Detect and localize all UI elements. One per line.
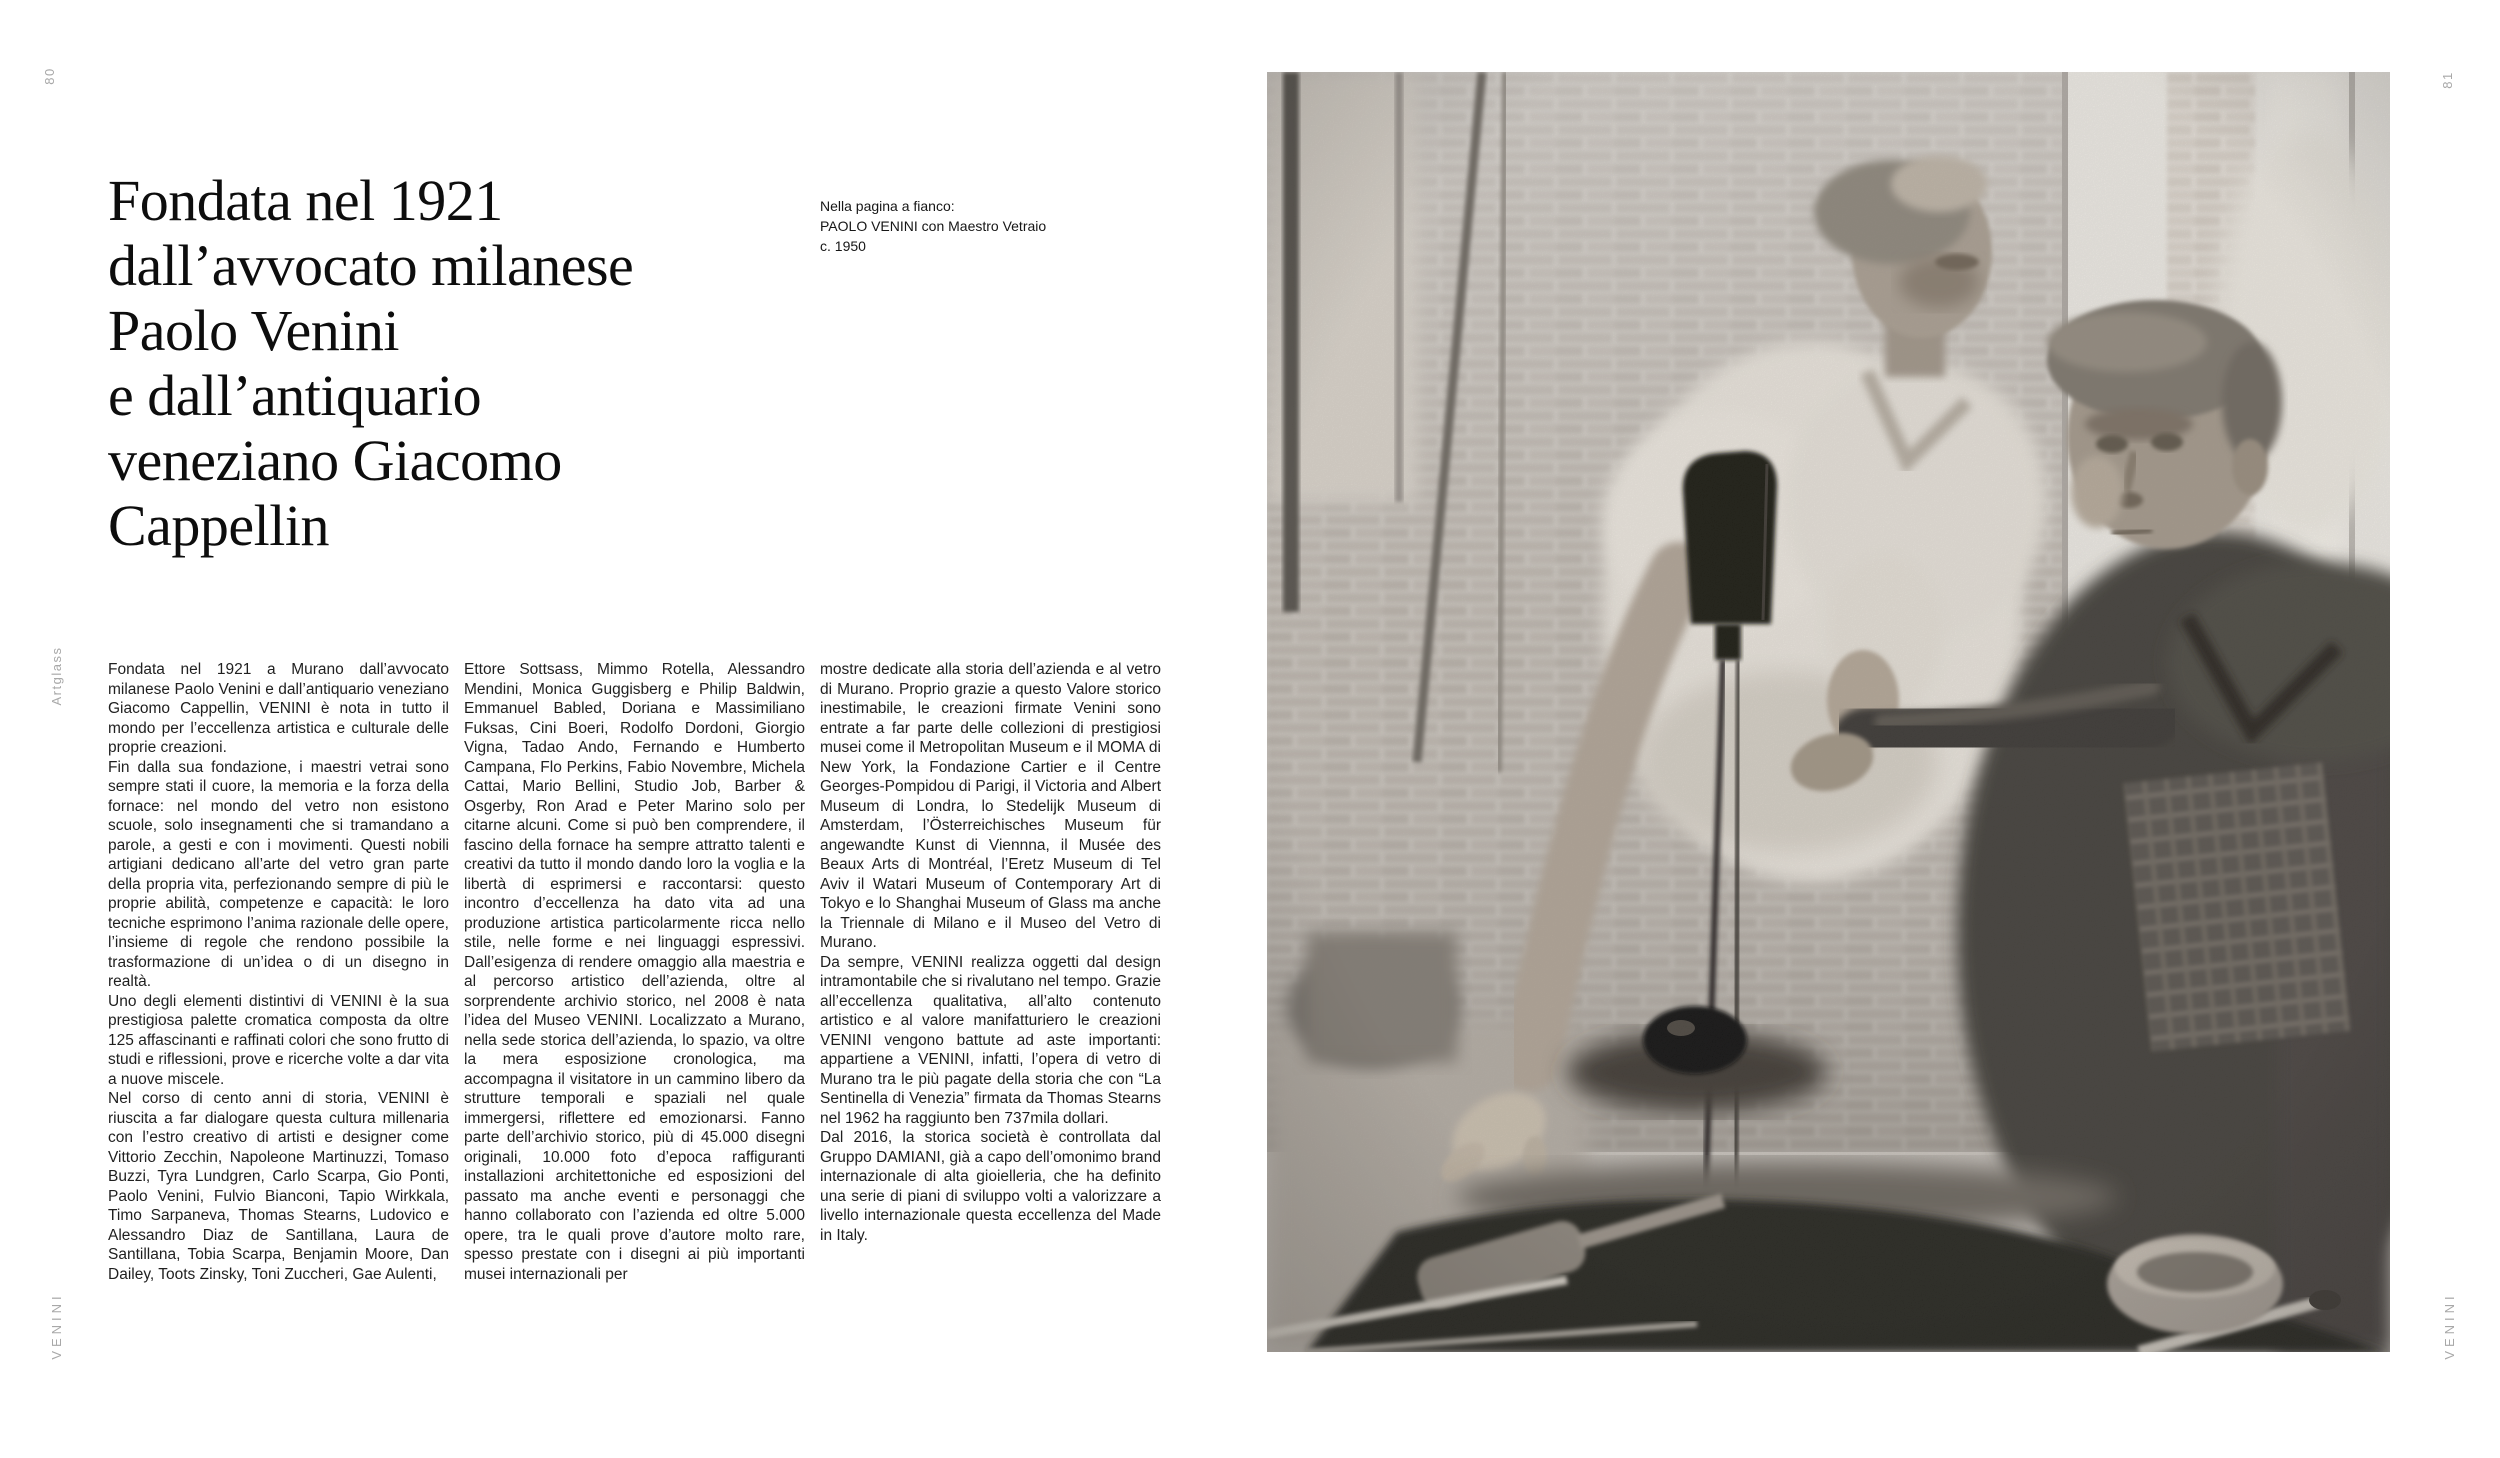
paragraph: Ettore Sottsass, Mimmo Rotella, Alessandro Mendini, Monica Guggisberg e Philip Baldwin, Emmanuel Babled, Doriana e Massimiliano Fuksas, Cini Boeri, Rodolfo Dordoni, Giorgio Vigna, Tadao Ando, Fernando e Humberto Campana, Flo Perkins, Fabio Novembre, Michela Cattai, Mario Bellini, Studio Job, Barber & Osgerby, Ron Arad e Peter Marino solo per citarne alcuni. Come si può ben comprendere, il fascino della fornace ha sempre attratto talenti e creativi da tutto il mondo dando loro la voglia e la libertà di esprimersi e raccontarsi: questo incontro d’eccellenza ha dato vita ad una produzione artistica particolarmente ricca nello stile, nelle forme e nei linguaggi espressivi. Dall’esigenza di rendere omaggio alla maestria e al percorso artistico dell’azienda, oltre al sorprendente archivio storico, nel 2008 è nata l’idea del Museo VENINI. Localizzato a Murano, nella sede storica dell’azienda, lo spazio, va oltre la mera esposizione cronologica, ma accompagna il visitatore in un cammino libero da strutture temporali e spaziali nel quale immergersi, riflettere ed emozionarsi. Fanno parte dell’archivio storico, più di 45.000 disegni originali, 10.000 foto d’epoca raffiguranti installazioni architettoniche ed esposizioni del passato ma anche eventi e personaggi che hanno collaborato con l’azienda ed oltre 5.000 opere, tra le quali prove d’autore molto rare, spesso prestate con i disegni ai più importanti musei internazionali per [464, 661, 805, 1283]
page-number-right: 81 [2440, 71, 2455, 89]
article-body [108, 660, 1162, 1360]
paragraph: mostre dedicate alla storia dell’azienda e al vetro di Murano. Proprio grazie a questo Valore storico inestimabile, le creazioni firmate Venini sono entrate a far parte delle collezioni di prestigiosi musei come il Metropolitan Museum e il MOMA di New York, la Fondazione Cartier e il Centre Georges-Pompidou di Parigi, il Victoria and Albert Museum di Londra, lo Stedelijk Museum di Amsterdam, l’Österreichisches Museum für angewandte Kunst di Viennna, il Musée des Beaux Arts di Montréal, l’Eretz Museum di Tel Aviv il Watari Museum of Contemporary Art di Tokyo e lo Shanghai Museum of Glass ma anche la Triennale di Milano e il Museo del Vetro di Murano. [820, 661, 1161, 951]
paragraph: Da sempre, VENINI realizza oggetti dal design intramontabile che si rivalutano nel tempo. Grazie all’eccellenza qualitativa, all’alto contenuto artistico e al valore manifatturiero le creazioni VENINI vengono battute ad aste importanti: appartiene a VENINI, infatti, l’opera di vetro di Murano tra le più pagate della storia che con “La Sentinella di Venezia” firmata da Thomas Stearns nel 1962 ha raggiunto ben 737mila dollari. [820, 953, 1161, 1127]
article-headline [108, 168, 633, 558]
caption-line: c. 1950 [820, 238, 866, 254]
paragraph: Fondata nel 1921 a Murano dall’avvocato milanese Paolo Venini e dall’antiquario veneziano Giacomo Cappellin, VENINI è nota in tutto il mondo per l’eccellenza artistica e culturale delle proprie creazioni. [108, 661, 449, 756]
paragraph: Fin dalla sua fondazione, i maestri vetrai sono sempre stati il cuore, la memoria e la forza della fornace: nel mondo del vetro non esistono scuole, solo insegnamenti che si tramandano a parole, a gesti e con i movimenti. Questi nobili artigiani dedicano all’arte del vetro gran parte della propria vita, perfezionando sempre di più le proprie abilità, competenze e capacità: le loro tecniche esprimono l’anima razionale delle opere, l’insieme di regole che rendono possibile la trasformazione di un’idea o di un disegno in realtà. [108, 758, 449, 990]
margin-label-venini-right: VENINI [2442, 1292, 2457, 1360]
margin-label-artglass: Artglass [49, 646, 64, 706]
spread-photo [1267, 72, 2390, 1352]
paragraph: Dal 2016, la storica società è controllata dal Gruppo DAMIANI, già a capo dell’omonimo brand internazionale di alta gioielleria, che ha definito una serie di piani di sviluppo volti a valorizzare a livello internazionale questa eccellenza del Made in Italy. [820, 1129, 1161, 1244]
paragraph: Nel corso di cento anni di storia, VENINI è riuscita a far dialogare questa cultura millenaria con l’estro creativo di artisti e designer come Vittorio Zecchin, Napoleone Martinuzzi, Tomaso Buzzi, Tyra Lundgren, Carlo Scarpa, Gio Ponti, Paolo Venini, Fulvio Bianconi, Tapio Wirkkala, Timo Sarpaneva, Thomas Stearns, Ludovico e Alessandro Diaz de Santillana, Laura de Santillana, Tobia Scarpa, Benjamin Moore, Dan Dailey, Toots Zinsky, Toni Zuccheri, Gae Aulenti, [108, 1090, 449, 1283]
article-column-1 [108, 660, 449, 1360]
caption-line: Nella pagina a fianco: [820, 198, 955, 214]
caption-line: PAOLO VENINI con Maestro Vetraio [820, 218, 1047, 234]
headline-line: veneziano Giacomo [108, 428, 562, 493]
article-column-2 [464, 660, 805, 1360]
headline-line: dall’avvocato milanese [108, 233, 634, 298]
page-number-left: 80 [42, 67, 57, 85]
headline-line: Paolo Venini [108, 298, 399, 363]
margin-label-venini-left: VENINI [49, 1292, 64, 1360]
headline-line: Fondata nel 1921 [108, 168, 503, 233]
photo-caption [820, 196, 1046, 256]
article-column-3 [820, 660, 1161, 1360]
headline-line: Cappellin [108, 493, 330, 558]
headline-line: e dall’antiquario [108, 363, 482, 428]
paragraph: Uno degli elementi distintivi di VENINI è la sua prestigiosa palette cromatica composta da oltre 125 affascinanti e raffinati colori che sono frutto di studi e riflessioni, prove e ricerche volte a dar vita a nuove miscele. [108, 992, 449, 1088]
